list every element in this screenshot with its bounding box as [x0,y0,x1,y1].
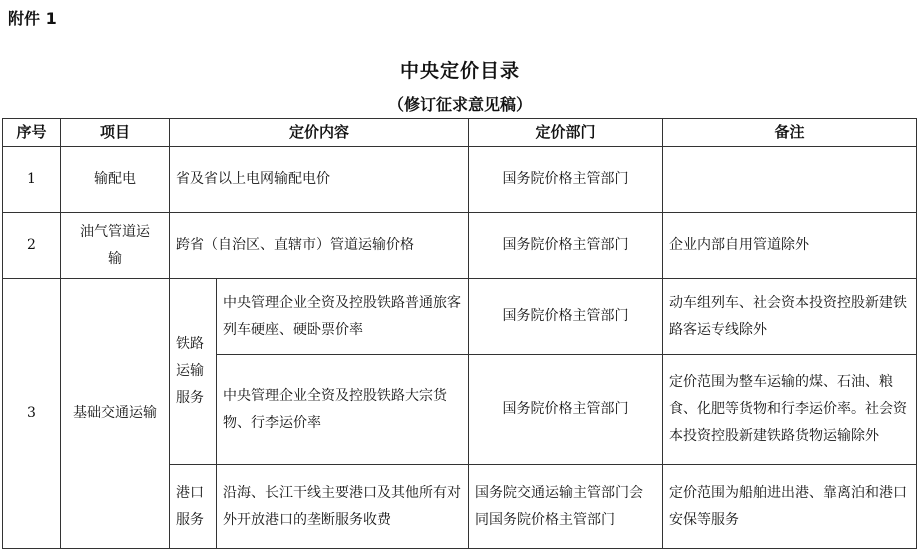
row-seq: 2 [3,213,61,279]
header-seq: 序号 [3,119,61,147]
sub-dept: 国务院价格主管部门 [469,279,663,355]
header-note: 备注 [663,119,917,147]
sub-content: 中央管理企业全资及控股铁路大宗货物、行李运价率 [217,355,469,465]
row-seq: 1 [3,147,61,213]
row-content: 省及省以上电网输配电价 [170,147,469,213]
header-item: 项目 [61,119,170,147]
row-content: 跨省（自治区、直辖市）管道运输价格 [170,213,469,279]
railway-category: 铁路运输服务 [170,279,217,465]
sub-note: 动车组列车、社会资本投资控股新建铁路客运专线除外 [663,279,917,355]
sub-content: 沿海、长江干线主要港口及其他所有对外开放港口的垄断服务收费 [217,465,469,549]
table-header-row [3,119,917,147]
row-item: 基础交通运输 [61,279,170,549]
sub-dept: 国务院价格主管部门 [469,355,663,465]
row-note [663,147,917,213]
document-title: 中央定价目录 [399,60,520,82]
document-subtitle: （修订征求意见稿） [387,95,532,114]
row-seq: 3 [3,279,61,549]
table-row [3,279,917,355]
row-note: 企业内部自用管道除外 [663,213,917,279]
port-category: 港口服务 [170,465,217,549]
sub-note: 定价范围为船舶进出港、靠离泊和港口安保等服务 [663,465,917,549]
sub-content: 中央管理企业全资及控股铁路普通旅客列车硬座、硬卧票价率 [217,279,469,355]
row-item: 油气管道运输 [61,213,170,279]
row-dept: 国务院价格主管部门 [469,147,663,213]
row-item: 输配电 [61,147,170,213]
table-row [3,147,917,213]
table-row [3,213,917,279]
sub-note: 定价范围为整车运输的煤、石油、粮食、化肥等货物和行李运价率。社会资本投资控股新建铁路货物运输除外 [663,355,917,465]
pricing-catalog-table [2,118,917,549]
row-dept: 国务院价格主管部门 [469,213,663,279]
sub-dept: 国务院交通运输主管部门会同国务院价格主管部门 [469,465,663,549]
header-content: 定价内容 [170,119,469,147]
attachment-label: 附件 1 [8,9,57,28]
header-dept: 定价部门 [469,119,663,147]
